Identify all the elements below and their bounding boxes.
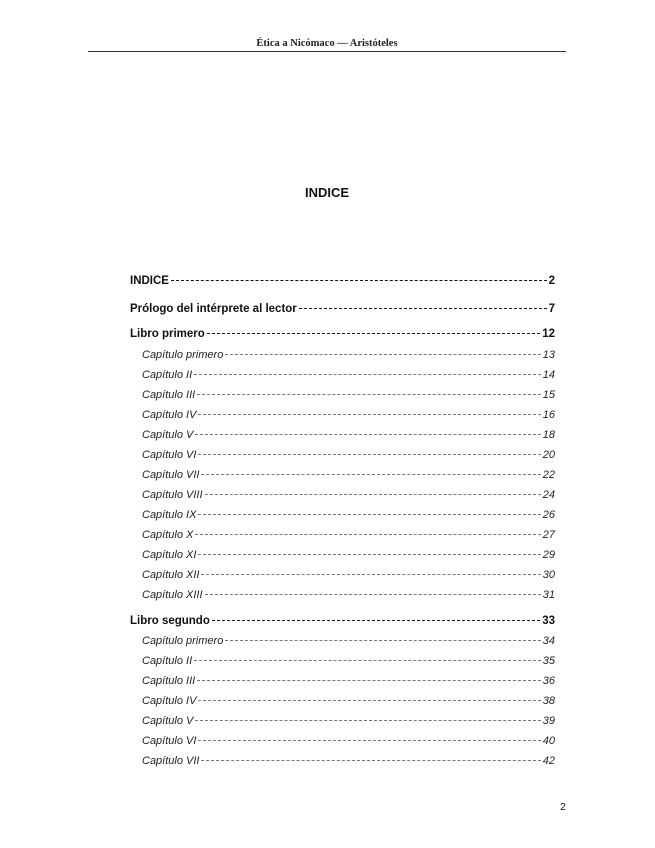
toc-entry-label: Capítulo VI — [142, 449, 197, 461]
toc-entry-page-number: 30 — [542, 569, 555, 581]
toc-leader-dashes — [195, 524, 540, 538]
toc-entry-label: Capítulo VIII — [142, 489, 203, 501]
toc-entry-page-number: 20 — [542, 449, 555, 461]
toc-entry-page-number: 2 — [548, 275, 555, 287]
toc-entry-label: Capítulo primero — [142, 349, 224, 361]
toc-chapter-entry[interactable] — [142, 730, 555, 747]
toc-chapter-entry[interactable] — [142, 404, 555, 421]
toc-entry-label: Libro segundo — [130, 615, 210, 627]
toc-leader-dashes — [201, 464, 540, 478]
toc-leader-dashes — [171, 270, 547, 284]
toc-entry-page-number: 31 — [542, 589, 555, 601]
toc-chapter-entry[interactable] — [142, 444, 555, 461]
toc-entry-label: Capítulo XIII — [142, 589, 203, 601]
toc-entry-page-number: 7 — [548, 303, 555, 315]
toc-entry-page-number: 16 — [542, 409, 555, 421]
toc-leader-dashes — [225, 344, 540, 358]
toc-chapter-entry[interactable] — [142, 630, 555, 647]
toc-chapter-entry[interactable] — [142, 750, 555, 767]
toc-entry-page-number: 26 — [542, 509, 555, 521]
toc-entry-label: Capítulo IX — [142, 509, 197, 521]
toc-entry-page-number: 27 — [542, 529, 555, 541]
toc-entry-label: Capítulo II — [142, 655, 193, 667]
toc-leader-dashes — [299, 298, 547, 312]
toc-entry-label: Capítulo IV — [142, 409, 197, 421]
toc-leader-dashes — [207, 323, 540, 337]
toc-chapter-entry[interactable] — [142, 384, 555, 401]
toc-leader-dashes — [195, 424, 540, 438]
toc-leader-dashes — [198, 730, 540, 744]
toc-entry-page-number: 33 — [542, 615, 555, 627]
toc-entry-label: Capítulo VII — [142, 469, 200, 481]
toc-entry-label: INDICE — [130, 275, 169, 287]
toc-leader-dashes — [198, 504, 540, 518]
toc-entry-label: Capítulo XII — [142, 569, 200, 581]
toc-chapter-entry[interactable] — [142, 424, 555, 441]
toc-leader-dashes — [197, 384, 541, 398]
toc-entry-label: Capítulo XI — [142, 549, 197, 561]
toc-entry-label: Capítulo IV — [142, 695, 197, 707]
toc-chapter-entry[interactable] — [142, 650, 555, 667]
toc-entry-page-number: 34 — [542, 635, 555, 647]
toc-section-entry[interactable] — [130, 298, 555, 315]
toc-leader-dashes — [225, 630, 540, 644]
running-header-title: Ética a Nicómaco — Aristóteles — [256, 38, 398, 49]
toc-leader-dashes — [194, 364, 541, 378]
toc-entry-page-number: 22 — [542, 469, 555, 481]
page-number: 2 — [560, 801, 566, 813]
toc-leader-dashes — [205, 484, 541, 498]
toc-chapter-entry[interactable] — [142, 564, 555, 581]
toc-chapter-entry[interactable] — [142, 670, 555, 687]
toc-leader-dashes — [194, 650, 541, 664]
toc-entry-page-number: 12 — [542, 328, 555, 340]
toc-entry-page-number: 13 — [542, 349, 555, 361]
toc-entry-label: Capítulo III — [142, 389, 196, 401]
toc-chapter-entry[interactable] — [142, 710, 555, 727]
toc-leader-dashes — [195, 710, 540, 724]
toc-leader-dashes — [205, 584, 541, 598]
toc-leader-dashes — [212, 610, 540, 624]
toc-entry-page-number: 29 — [542, 549, 555, 561]
toc-entry-label: Capítulo V — [142, 715, 194, 727]
toc-entry-label: Capítulo primero — [142, 635, 224, 647]
toc-entry-label: Capítulo VII — [142, 755, 200, 767]
toc-leader-dashes — [198, 444, 540, 458]
toc-section-entry[interactable] — [130, 323, 555, 340]
toc-entry-page-number: 14 — [542, 369, 555, 381]
toc-chapter-entry[interactable] — [142, 584, 555, 601]
toc-entry-page-number: 18 — [542, 429, 555, 441]
toc-section-entry[interactable] — [130, 270, 555, 287]
toc-chapter-entry[interactable] — [142, 690, 555, 707]
toc-entry-label: Capítulo II — [142, 369, 193, 381]
toc-leader-dashes — [201, 750, 540, 764]
toc-entry-page-number: 39 — [542, 715, 555, 727]
toc-chapter-entry[interactable] — [142, 504, 555, 521]
toc-chapter-entry[interactable] — [142, 524, 555, 541]
toc-entry-label: Capítulo VI — [142, 735, 197, 747]
toc-entry-label: Capítulo X — [142, 529, 194, 541]
toc-chapter-entry[interactable] — [142, 364, 555, 381]
toc-section-entry[interactable] — [130, 610, 555, 627]
toc-leader-dashes — [201, 564, 540, 578]
toc-entry-label: Capítulo V — [142, 429, 194, 441]
toc-chapter-entry[interactable] — [142, 464, 555, 481]
toc-entry-label: Prólogo del intérprete al lector — [130, 303, 297, 315]
toc-entry-label: Libro primero — [130, 328, 205, 340]
toc-leader-dashes — [198, 404, 540, 418]
toc-leader-dashes — [198, 690, 540, 704]
toc-entry-page-number: 40 — [542, 735, 555, 747]
toc-chapter-entry[interactable] — [142, 544, 555, 561]
toc-leader-dashes — [198, 544, 540, 558]
toc-entry-label: Capítulo III — [142, 675, 196, 687]
page-title: INDICE — [304, 185, 350, 200]
toc-entry-page-number: 36 — [542, 675, 555, 687]
toc-chapter-entry[interactable] — [142, 484, 555, 501]
toc-entry-page-number: 38 — [542, 695, 555, 707]
toc-entry-page-number: 35 — [542, 655, 555, 667]
toc-entry-page-number: 42 — [542, 755, 555, 767]
toc-entry-page-number: 24 — [542, 489, 555, 501]
toc-chapter-entry[interactable] — [142, 344, 555, 361]
toc-leader-dashes — [197, 670, 541, 684]
toc-entry-page-number: 15 — [542, 389, 555, 401]
